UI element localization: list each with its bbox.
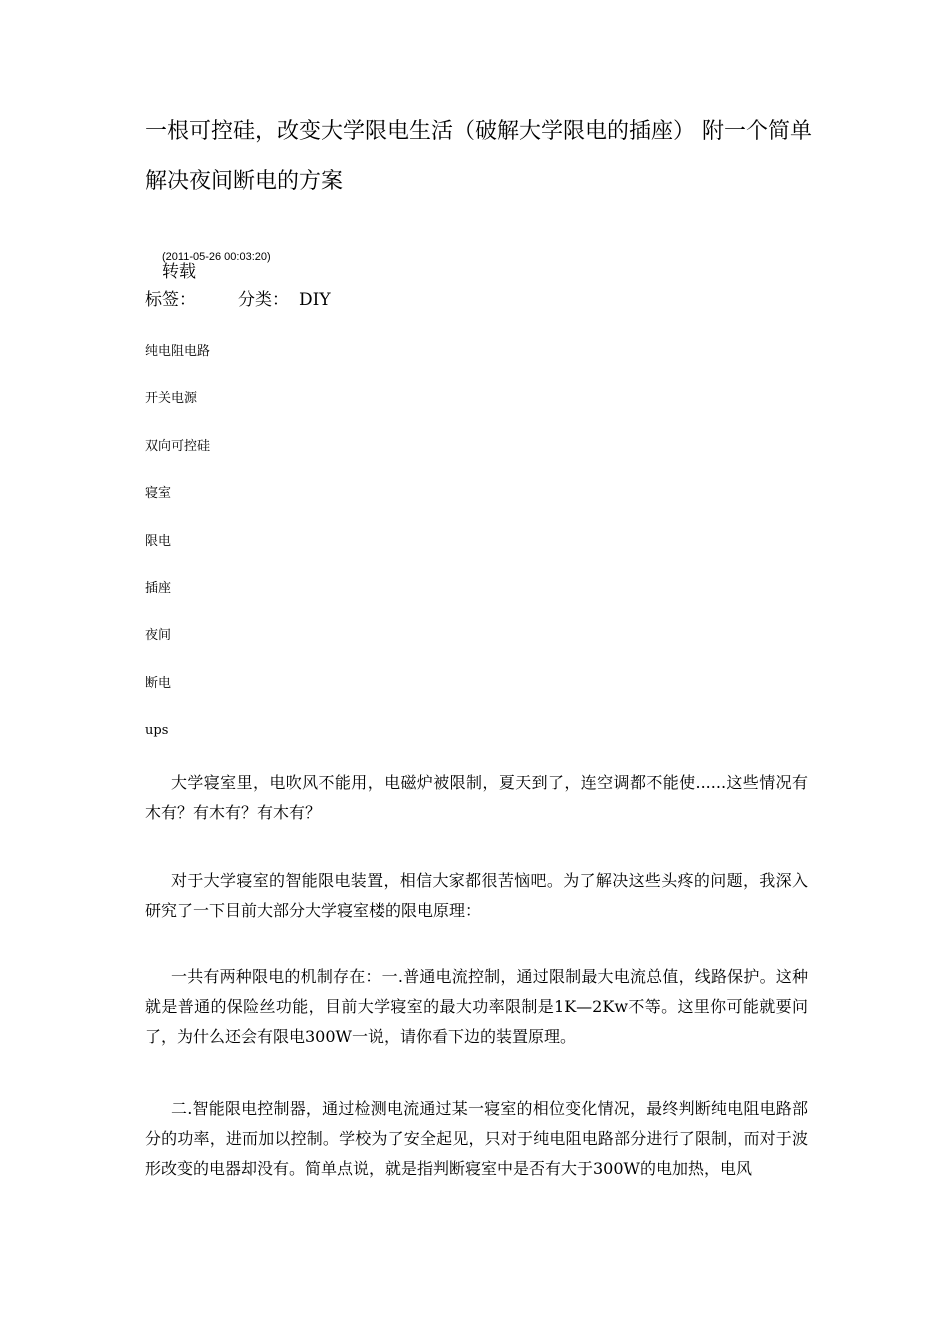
tags-label: 标签： <box>145 290 196 310</box>
body-paragraph: 一共有两种限电的机制存在：一.普通电流控制，通过限制最大电流总值，线路保护。这种就是普通的保险丝功能，目前大学寝室的最大功率限制是1K—2Kw不等。这里你可能就要问了，为什么还会有限电300W一说，请你看下边的装置原理。 <box>145 967 808 1046</box>
article-title-line-1: 一根可控硅，改变大学限电生活（破解大学限电的插座） 附一个简单 <box>145 119 812 144</box>
tag-item: 纯电阻电路 <box>145 344 211 359</box>
tag-list <box>145 343 210 770</box>
tag-item: 双向可控硅 <box>145 438 211 454</box>
tag-item: 开关电源 <box>145 391 198 407</box>
meta-row <box>145 290 331 310</box>
body-paragraph: 大学寝室里，电吹风不能用，电磁炉被限制，夏天到了，连空调都不能使......这些情况有木有？有木有？有木有？ <box>145 773 808 822</box>
category-label: 分类： <box>238 290 289 310</box>
repost-label: 转载 <box>162 262 196 282</box>
body-paragraph: 二.智能限电控制器，通过检测电流通过某一寝室的相位变化情况，最终判断纯电阻电路部分的功率，进而加以控制。学校为了安全起见，只对于纯电阻电路部分进行了限制，而对于波形改变的电器却没有。简单点说，就是指判断寝室中是否有大于300W的电加热，电风 <box>145 1099 808 1178</box>
post-date: (2011-05-26 00:03:20) <box>162 251 271 263</box>
tag-item: 夜间 <box>145 628 172 644</box>
tag-item: 断电 <box>145 675 172 691</box>
body-paragraph: 对于大学寝室的智能限电装置，相信大家都很苦恼吧。为了解决这些头疼的问题，我深入研究了一下目前大部分大学寝室楼的限电原理： <box>145 871 808 920</box>
article-title-line-2: 解决夜间断电的方案 <box>145 169 344 194</box>
tag-item: 插座 <box>145 580 172 596</box>
tag-item: 限电 <box>145 533 172 549</box>
tag-item: 寝室 <box>145 486 172 502</box>
tag-item: ups <box>145 723 169 739</box>
category-value: DIY <box>299 290 331 310</box>
